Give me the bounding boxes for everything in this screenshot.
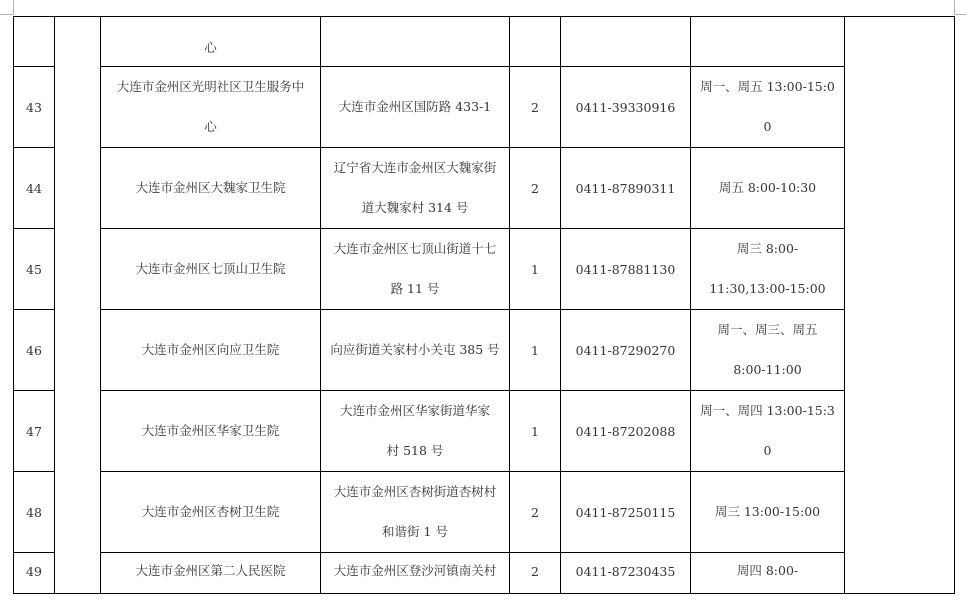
hours-cell [691,310,845,391]
count-cell: 1 [510,229,561,310]
phone-cell [561,17,691,67]
phone-cell: 0411-87290270 [561,310,691,391]
cell-line: 大连市金州区光明社区卫生服务中 [116,79,305,94]
phone-cell: 0411-87230435 [561,553,691,594]
row-number-cell: 45 [14,229,55,310]
trailing-blank-cell [845,17,955,594]
address-cell [321,67,510,148]
count-cell: 2 [510,553,561,594]
row-number-cell: 43 [14,67,55,148]
address-cell [321,17,510,67]
table-row [14,67,955,148]
cell-line: 心 [204,40,217,55]
hours-cell [691,391,845,472]
hospital-name-cell [101,310,321,391]
hours-cell [691,553,845,594]
count-cell: 1 [510,391,561,472]
count-cell: 2 [510,67,561,148]
cell-line: 周一、周四 13:00-15:3 [700,403,835,418]
hospital-name-cell [101,17,321,67]
cell-line: 周五 8:00-10:30 [718,180,817,195]
cell-line: 0 [763,119,772,134]
hospital-table [13,16,955,594]
cell-line: 向应街道关家村小关屯 385 号 [330,342,500,357]
cell-line: 大连市金州区第二人民医院 [135,563,286,578]
cell-line: 大连市金州区华家卫生院 [141,423,280,438]
address-cell [321,229,510,310]
row-number-cell: 47 [14,391,55,472]
cell-line: 辽宁省大连市金州区大魏家街 [333,160,497,175]
cell-line: 周四 8:00- [736,563,799,578]
count-cell: 2 [510,148,561,229]
table-row [14,310,955,391]
table-row [14,553,955,594]
address-cell [321,310,510,391]
row-number-cell: 44 [14,148,55,229]
cell-line: 11:30,13:00-15:00 [709,281,826,296]
phone-cell: 0411-87881130 [561,229,691,310]
table-row [14,472,955,553]
count-cell: 1 [510,310,561,391]
hours-cell [691,472,845,553]
cell-line: 周一、周五 13:00-15:0 [700,79,835,94]
cell-line: 8:00-11:00 [733,362,802,377]
cell-line: 大连市金州区七顶山街道十七 [333,241,497,256]
hospital-name-cell [101,553,321,594]
cell-line: 大连市金州区杏树卫生院 [141,504,280,519]
hospital-name-cell [101,472,321,553]
address-cell [321,472,510,553]
merged-blank-cell [55,17,101,594]
cell-line: 大连市金州区国防路 433-1 [338,99,492,114]
row-number-cell [14,17,55,67]
hospital-name-cell [101,229,321,310]
table-body [14,17,955,594]
margin-corner-right [954,14,966,15]
margin-corner-right-tick [954,0,955,15]
cell-line: 大连市金州区杏树街道杏树村 [333,484,497,499]
phone-cell: 0411-39330916 [561,67,691,148]
hospital-name-cell [101,148,321,229]
cell-line: 大连市金州区大魏家卫生院 [135,180,286,195]
row-number-cell: 46 [14,310,55,391]
hours-cell [691,229,845,310]
row-number-cell: 49 [14,553,55,594]
cell-line: 大连市金州区登沙河镇南关村 [333,563,497,578]
phone-cell: 0411-87890311 [561,148,691,229]
hospital-name-cell [101,67,321,148]
table-row [14,391,955,472]
table-row [14,229,955,310]
cell-line: 道大魏家村 314 号 [361,200,469,215]
hours-cell [691,67,845,148]
cell-line: 周三 8:00- [736,241,799,256]
hours-cell [691,148,845,229]
hospital-name-cell [101,391,321,472]
cell-line: 大连市金州区向应卫生院 [141,342,280,357]
cell-line: 0 [763,443,772,458]
cell-line: 大连市金州区华家街道华家 [339,403,490,418]
address-cell [321,553,510,594]
cell-line: 和谐街 1 号 [382,524,448,539]
cell-line: 村 518 号 [386,443,444,458]
cell-line: 心 [204,119,217,134]
count-cell [510,17,561,67]
address-cell [321,391,510,472]
phone-cell: 0411-87250115 [561,472,691,553]
hours-cell [691,17,845,67]
table-row-partial [14,17,955,67]
margin-corner-left [0,14,14,15]
cell-line: 周一、周三、周五 [717,322,818,337]
table-row [14,148,955,229]
count-cell: 2 [510,472,561,553]
cell-line: 路 11 号 [390,281,440,296]
margin-corner-left-tick [13,0,14,15]
cell-line: 大连市金州区七顶山卫生院 [135,261,286,276]
phone-cell: 0411-87202088 [561,391,691,472]
row-number-cell: 48 [14,472,55,553]
address-cell [321,148,510,229]
cell-line: 周三 13:00-15:00 [714,504,821,519]
